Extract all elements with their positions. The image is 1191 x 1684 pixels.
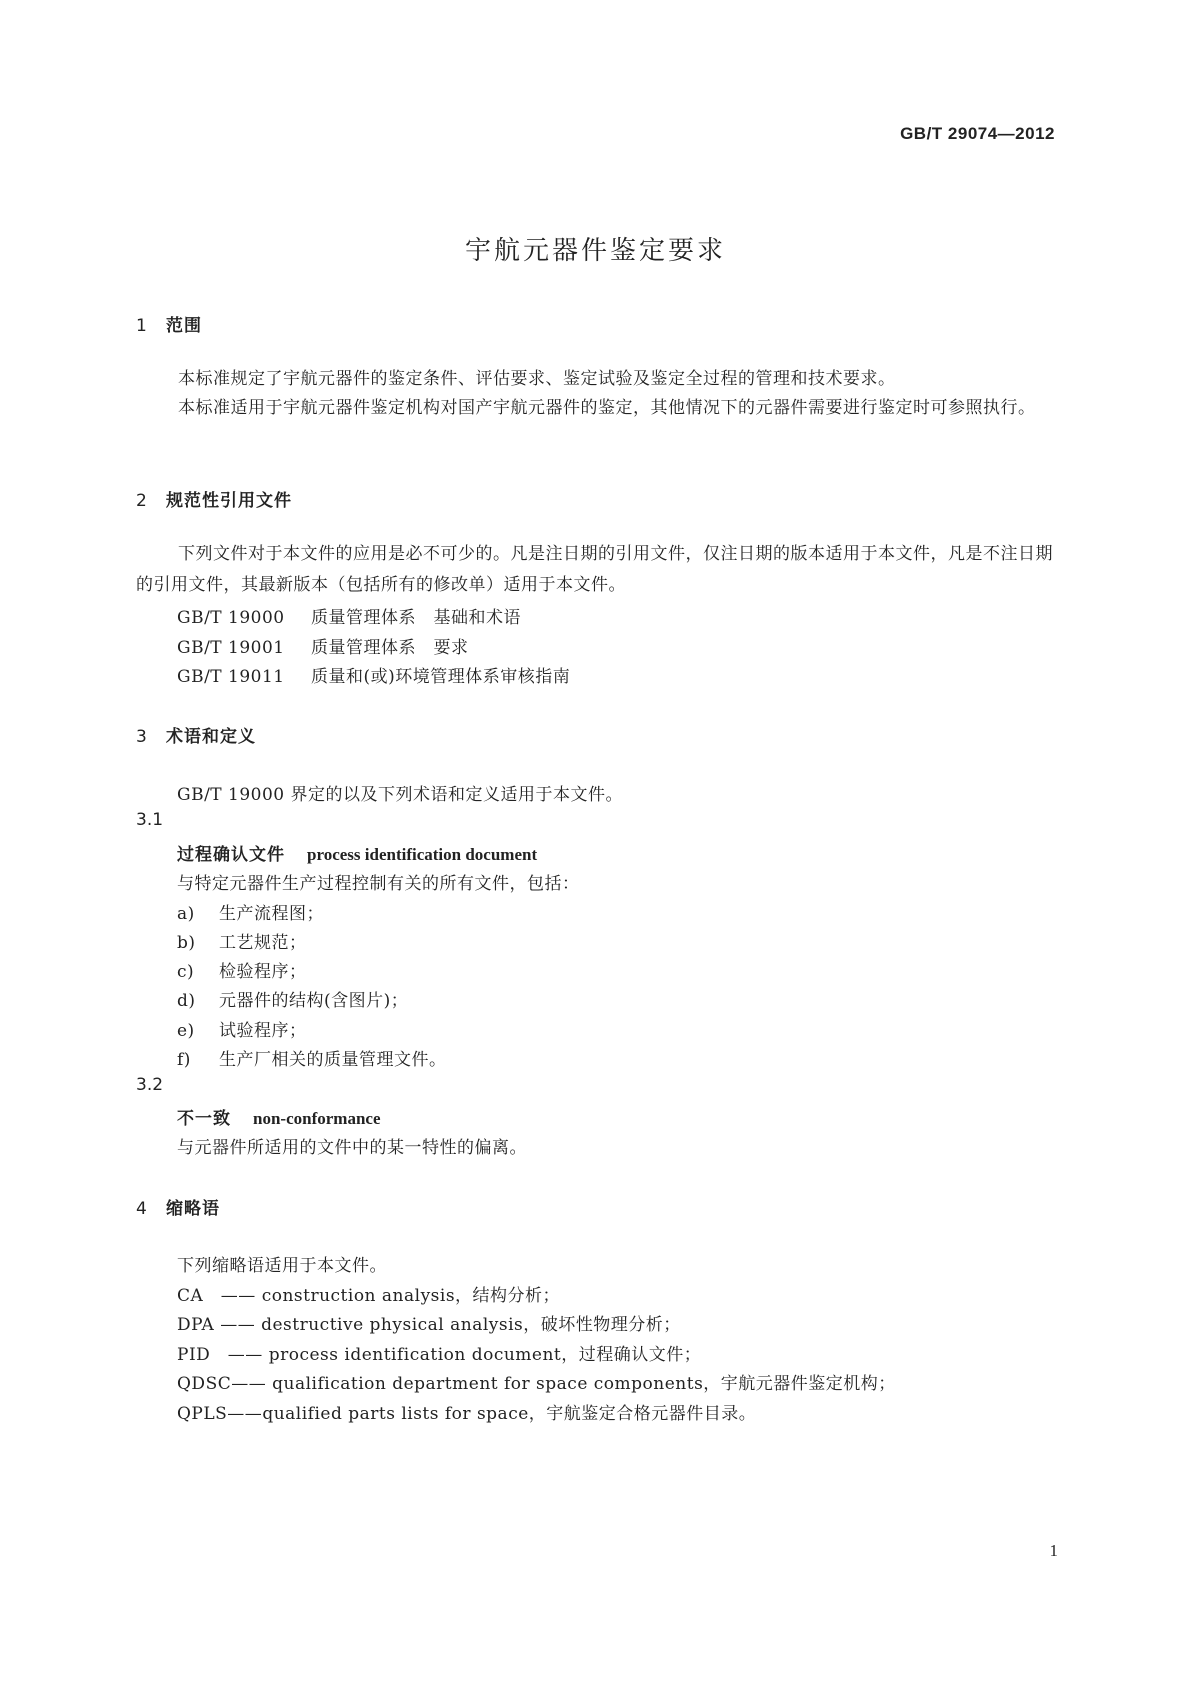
section-title: 规范性引用文件 [166,491,292,511]
term-number: 3.2 [136,1075,164,1095]
paragraph: 本标准适用于宇航元器件鉴定机构对国产宇航元器件的鉴定，其他情况下的元器件需要进行鉴定时可参照执行。 [178,398,1036,418]
list-marker: b) [177,933,196,953]
paragraph: GB/T 19000 界定的以及下列术语和定义适用于本文件。 [177,785,624,805]
list-text: 生产厂相关的质量管理文件。 [219,1050,447,1070]
abbreviation-key: CA —— [177,1286,256,1306]
paragraph: 本标准规定了宇航元器件的鉴定条件、评估要求、鉴定试验及鉴定全过程的管理和技术要求。 [178,369,896,389]
abbreviation-item [177,1399,756,1424]
term-entry [177,840,537,865]
section-title: 缩略语 [166,1199,220,1219]
abbreviation-text: process identification document，过程确认文件； [262,1345,702,1365]
term-entry [177,1104,380,1129]
list-marker: a) [177,904,195,924]
reference-item [177,633,469,658]
abbreviation-text: destructive physical analysis，破坏性物理分析； [255,1315,681,1335]
list-marker: c) [177,962,195,982]
reference-item [177,603,521,628]
term-chinese: 过程确认文件 [177,845,285,865]
list-marker: e) [177,1021,195,1041]
abbreviation-text: qualified parts lists for space，宇航鉴定合格元器件目录。 [262,1404,757,1424]
term-english: non-conformance [253,1109,381,1128]
section-title: 术语和定义 [166,727,256,747]
abbreviation-key: QPLS—— [177,1404,263,1424]
list-item [177,928,307,953]
abbreviation-item [177,1340,701,1365]
abbreviation-text: construction analysis，结构分析； [255,1286,561,1306]
document-code: GB/T 29074—2012 [900,124,1055,143]
abbreviation-item [177,1310,681,1335]
abbreviation-item [177,1369,896,1394]
reference-title: 质量管理体系 要求 [311,638,469,658]
abbreviation-key: PID —— [177,1345,263,1365]
section-1-heading [136,311,202,336]
section-4-heading [136,1194,220,1219]
page-number: 1 [1049,1541,1058,1560]
section-number: 1 [136,316,148,336]
list-text: 元器件的结构(含图片)； [219,991,409,1011]
list-text: 工艺规范； [219,933,307,953]
section-2-heading [136,486,292,511]
list-marker: d) [177,991,196,1011]
reference-item [177,662,570,687]
paragraph: 下列缩略语适用于本文件。 [177,1256,387,1276]
list-item [177,986,408,1011]
abbreviation-item [177,1281,560,1306]
term-definition: 与元器件所适用的文件中的某一特性的偏离。 [177,1138,527,1158]
term-chinese: 不一致 [177,1109,231,1129]
reference-code: GB/T 19011 [177,667,285,687]
list-text: 试验程序； [219,1021,307,1041]
reference-title: 质量管理体系 基础和术语 [311,608,521,628]
section-number: 2 [136,491,148,511]
document-title: 宇航元器件鉴定要求 [464,236,726,266]
list-item [177,1016,307,1041]
abbreviation-text: qualification department for space components，宇航元器件鉴定机构； [266,1374,896,1394]
list-item [177,957,307,982]
list-item [177,899,324,924]
section-number: 4 [136,1199,148,1219]
list-item [177,1045,447,1070]
abbreviation-key: DPA —— [177,1315,256,1335]
paragraph: 下列文件对于本文件的应用是必不可少的。凡是注日期的引用文件，仅注日期的版本适用于本文件，凡是不注日期的引用文件，其最新版本（包括所有的修改单）适用于本文件。 [136,544,1053,595]
section-3-heading [136,722,256,747]
section-title: 范围 [166,316,202,336]
term-english: process identification document [307,845,538,864]
list-text: 检验程序； [219,962,307,982]
section-number: 3 [136,727,148,747]
list-marker: f) [177,1050,191,1070]
reference-code: GB/T 19000 [177,608,285,628]
reference-code: GB/T 19001 [177,638,285,658]
reference-title: 质量和(或)环境管理体系审核指南 [311,667,571,687]
abbreviation-key: QDSC—— [177,1374,267,1394]
term-number: 3.1 [136,810,164,830]
list-text: 生产流程图； [219,904,324,924]
term-definition: 与特定元器件生产过程控制有关的所有文件，包括： [177,874,580,894]
